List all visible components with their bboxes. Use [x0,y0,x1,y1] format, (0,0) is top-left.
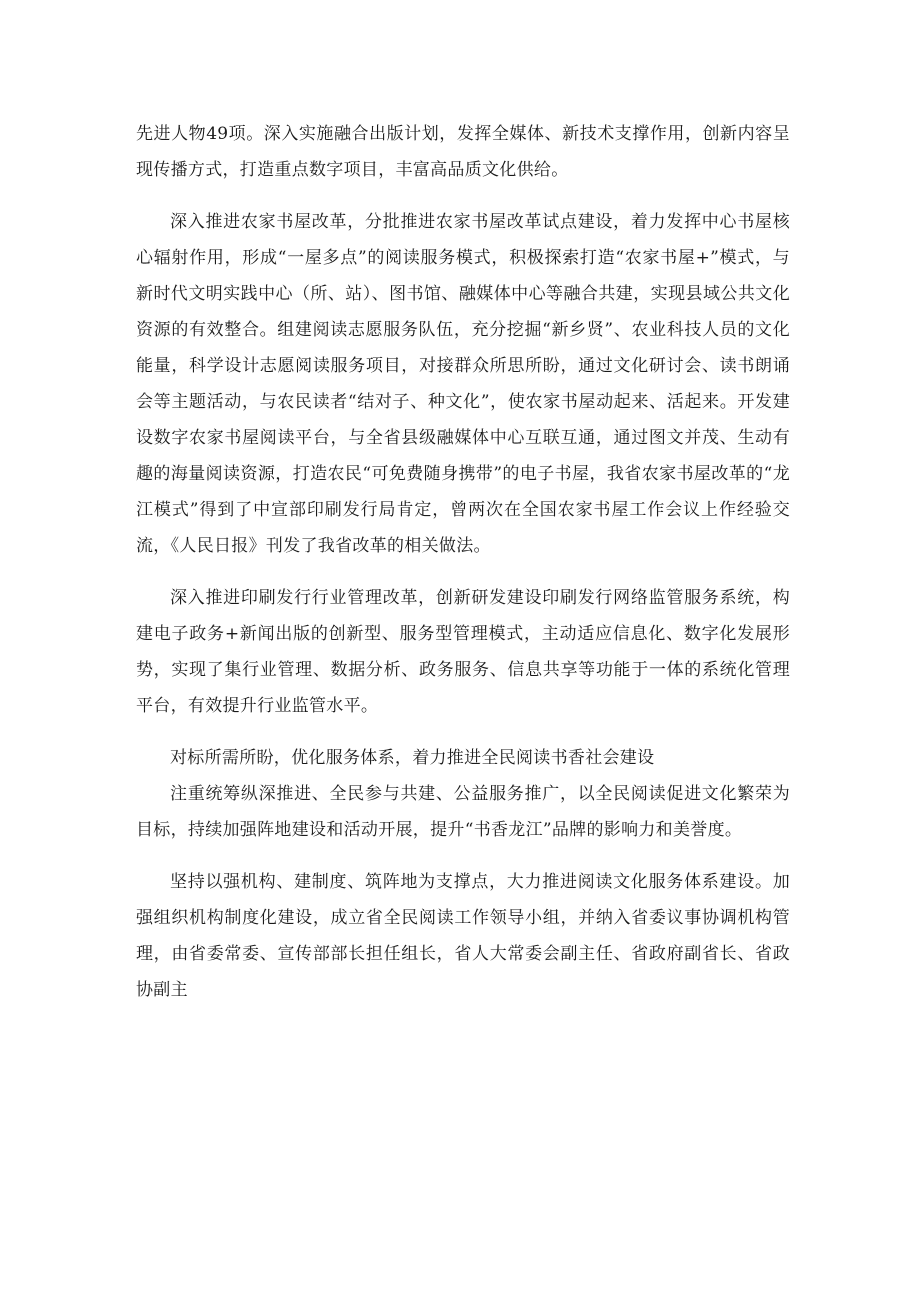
paragraph-5: 坚持以强机构、建制度、筑阵地为支撑点，大力推进阅读文化服务体系建设。加强组织机构制度化建设，成立省全民阅读工作领导小组，并纳入省委议事协调机构管理，由省委常委、宣传部部长担任组长，省人大常委会副主任、省政府副省长、省政协副主 [136,872,790,1000]
paragraph-gap [136,564,790,580]
paragraph-gap [136,848,790,864]
section-heading: 对标所需所盼，优化服务体系，着力推进全民阅读书香社会建设 [170,748,655,768]
paragraph-gap [136,188,790,204]
paragraph-4: 注重统筹纵深推进、全民参与共建、公益服务推广，以全民阅读促进文化繁荣为目标，持续加强阵地建设和活动开展，提升“书香龙江”品牌的影响力和美誉度。 [136,784,790,840]
paragraph-3: 深入推进印刷发行行业管理改革，创新研发建设印刷发行网络监管服务系统，构建电子政务+新闻出版的创新型、服务型管理模式，主动适应信息化、数字化发展形势，实现了集行业管理、数据分析、政务服务、信息共享等功能于一体的系统化管理平台，有效提升行业监管水平。 [136,588,790,716]
paragraph-2: 深入推进农家书屋改革，分批推进农家书屋改革试点建设，着力发挥中心书屋核心辐射作用，形成“一屋多点”的阅读服务模式，积极探索打造“农家书屋+”模式，与新时代文明实践中心（所、站）、图书馆、融媒体中心等融合共建，实现县域公共文化资源的有效整合。组建阅读志愿服务队伍，充分挖掘“新乡贤”、农业科技人员的文化能量，科学设计志愿阅读服务项目，对接群众所思所盼，通过文化研讨会、读书朗诵会等主题活动，与农民读者“结对子、种文化”，使农家书屋动起来、活起来。开发建设数字农家书屋阅读平台，与全省县级融媒体中心互联互通，通过图文并茂、生动有趣的海量阅读资源，打造农民“可免费随身携带”的电子书屋，我省农家书屋改革的“龙江模式”得到了中宣部印刷发行局肯定，曾两次在全国农家书屋工作会议上作经验交流，《人民日报》刊发了我省改革的相关做法。 [136,212,790,556]
paragraph-1: 先进人物49项。深入实施融合出版计划，发挥全媒体、新技术支撑作用，创新内容呈现传播方式，打造重点数字项目，丰富高品质文化供给。 [136,124,790,180]
document-body [136,116,790,1008]
paragraph-gap [136,724,790,740]
